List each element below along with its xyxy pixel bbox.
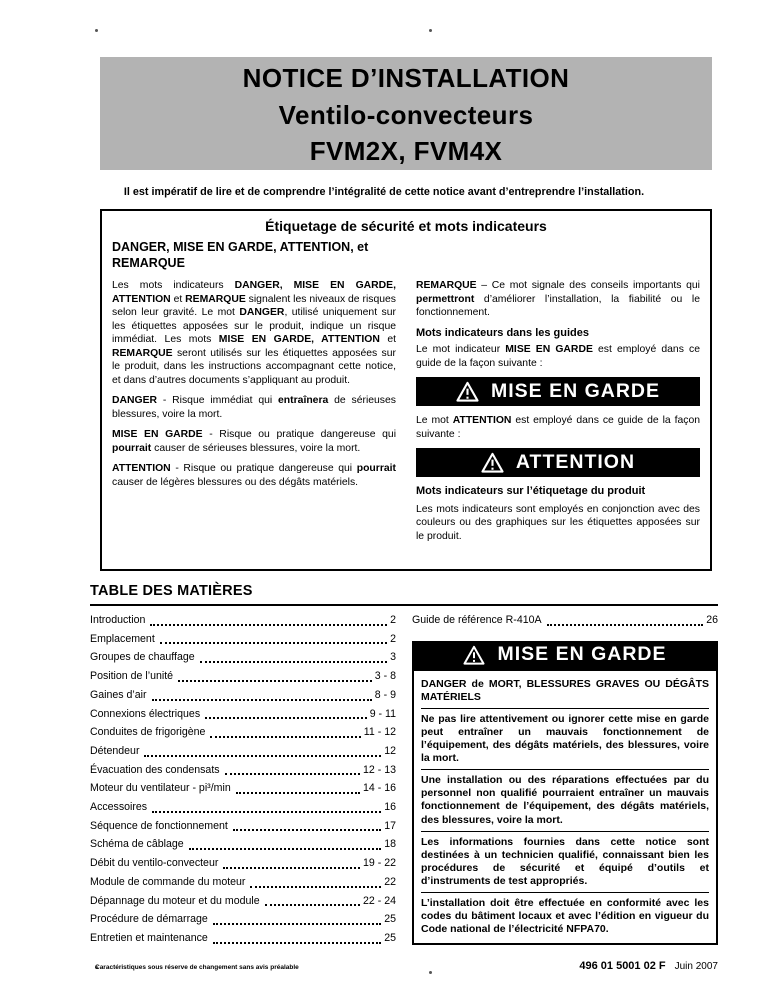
toc-entry-page: 12 <box>384 744 396 757</box>
toc-entry <box>90 630 396 649</box>
toc-entry-page: 2 <box>390 632 396 645</box>
mise-en-garde-definition: MISE EN GARDE - Risque ou pratique dangereuse qui pourrait causer de sérieuses blessures, voire la mort. <box>112 429 396 454</box>
toc-leader-dots <box>213 942 381 944</box>
toc-entry-page: 12 - 13 <box>363 763 396 776</box>
toc-leader-dots <box>189 848 382 850</box>
warning-paragraph: L’installation doit être effectuée en conformité avec les codes du bâtiment locaux et avec l’édition en vigueur du Code national de l’électricité NFPA70. <box>421 892 709 940</box>
toc-entry-page: 26 <box>706 614 718 626</box>
toc-entry-label: Introduction <box>90 614 146 626</box>
warning-box <box>412 669 718 946</box>
toc-title: TABLE DES MATIÈRES <box>90 583 253 599</box>
warning-paragraph: DANGER de MORT, BLESSURES GRAVES OU DÉGÂTS MATÉRIELS <box>421 677 709 703</box>
toc-left-column <box>90 611 396 948</box>
toc-entry-label: Moteur du ventilateur - pi³/min <box>90 782 231 795</box>
toc-entry-label: Position de l’unité <box>90 670 174 683</box>
scan-dot <box>429 29 432 32</box>
toc-leader-dots <box>152 811 381 813</box>
toc-entry <box>90 854 396 873</box>
toc-entry <box>90 798 396 817</box>
toc-entry <box>90 667 396 686</box>
toc-entry-label: Groupes de chauffage <box>90 651 195 664</box>
safety-right-column <box>416 240 700 550</box>
attention-banner-label: ATTENTION <box>515 450 636 473</box>
toc-entry-page: 18 <box>384 838 396 851</box>
toc-leader-dots <box>233 829 381 831</box>
toc-underline-rule <box>90 604 718 606</box>
toc-entry-label: Débit du ventilo-convecteur <box>90 857 219 870</box>
document-number: 496 01 5001 02 F <box>579 960 666 972</box>
mise-en-garde-banner <box>416 377 700 406</box>
toc-entry-label: Emplacement <box>90 632 155 645</box>
toc-entry-page: 25 <box>384 913 396 926</box>
warning-paragraph: Ne pas lire attentivement ou ignorer cette mise en garde peut entraîner un mauvais fonctionnement de l’équipement, des dégâts matériels, des blessures, voire la mort. <box>421 708 709 769</box>
toc-entry-page: 3 - 8 <box>374 670 396 683</box>
safety-columns <box>112 240 700 550</box>
toc-entry <box>90 705 396 724</box>
toc-entry-page: 14 - 16 <box>363 782 396 795</box>
toc-right-column <box>412 611 718 945</box>
toc-entry <box>90 817 396 836</box>
mise-en-garde-banner <box>412 641 718 669</box>
toc-entry-label: Entretien et maintenance <box>90 931 208 944</box>
toc-entry-page: 19 - 22 <box>363 857 396 870</box>
toc-entry-label: Guide de référence R-410A <box>412 614 542 626</box>
toc-leader-dots <box>250 886 381 888</box>
toc-entry-page: 25 <box>384 931 396 944</box>
toc-entry <box>90 686 396 705</box>
toc-leader-dots <box>225 773 360 775</box>
guide-warning-intro: Le mot indicateur MISE EN GARDE est employé dans ce guide de la façon suivante : <box>416 344 700 369</box>
toc-entry-label: Module de commande du moteur <box>90 875 246 888</box>
product-label-words-paragraph: Les mots indicateurs sont employés en conjonction avec des couleurs ou des graphiques sur les étiquettes apposées sur le produit. <box>416 503 700 542</box>
attention-banner <box>416 448 700 477</box>
toc-leader-dots <box>205 717 367 719</box>
footer-document-info <box>579 960 718 972</box>
toc-entry <box>90 723 396 742</box>
toc-entry-page: 22 <box>384 875 396 888</box>
toc-entry-label: Accessoires <box>90 801 148 814</box>
remarque-definition: REMARQUE – Ce mot signale des conseils importants qui permettront d’améliorer l’installation, la fiabilité ou le fonctionnement. <box>416 280 700 318</box>
toc-entry <box>90 873 396 892</box>
footer-disclaimer: Caractéristiques sous réserve de changement sans avis préalable <box>95 964 299 971</box>
toc-entry-page: 11 - 12 <box>363 726 396 739</box>
toc-entry-page: 22 - 24 <box>363 894 396 907</box>
danger-definition: DANGER - Risque immédiat qui entraînera de sérieuses blessures, voire la mort. <box>112 395 396 420</box>
scan-dot <box>429 971 432 974</box>
toc-leader-dots <box>236 792 360 794</box>
intro-statement: Il est impératif de lire et de comprendre l’intégralité de cette notice avant d’entreprendre l’installation. <box>123 186 645 198</box>
toc-entry-label: Détendeur <box>90 744 140 757</box>
warning-icon <box>463 645 485 665</box>
toc-entry-page: 3 <box>390 651 396 664</box>
document-date: Juin 2007 <box>674 961 718 972</box>
warning-paragraph: Une installation ou des réparations effectuées par du personnel non qualifié pourraient entraîner un mauvais fonctionnement de l’équipement, des dégâts matériels, des blessures, voire la mort. <box>421 769 709 830</box>
toc-entry <box>90 929 396 948</box>
guide-caution-intro: Le mot ATTENTION est employé dans ce guide de la façon suivante : <box>416 415 700 440</box>
toc-entry-label: Procédure de démarrage <box>90 913 208 926</box>
safety-labeling-section <box>100 209 712 571</box>
document-title-line-2: Ventilo-convecteurs <box>278 99 534 130</box>
toc-entry-label: Séquence de fonctionnement <box>90 819 228 832</box>
scan-dot <box>95 29 98 32</box>
mise-en-garde-banner-label: MISE EN GARDE <box>490 379 661 402</box>
product-label-words-heading: Mots indicateurs sur l’étiquetage du produit <box>416 485 646 497</box>
toc-entry-label: Conduites de frigorigène <box>90 726 206 739</box>
document-title-block <box>100 57 712 170</box>
toc-leader-dots <box>265 904 360 906</box>
safety-section-title: Étiquetage de sécurité et mots indicateurs <box>265 218 547 234</box>
toc-entry <box>90 742 396 761</box>
signal-words-heading: DANGER, MISE EN GARDE, ATTENTION, et REMARQUE <box>112 240 369 270</box>
toc-entry <box>90 779 396 798</box>
warning-icon <box>481 452 504 473</box>
toc-entry <box>90 835 396 854</box>
toc-entry-page: 2 <box>390 614 396 626</box>
toc-leader-dots <box>200 661 387 663</box>
mise-en-garde-banner-label: MISE EN GARDE <box>497 643 667 666</box>
toc-entry <box>90 761 396 780</box>
toc-entry-page: 8 - 9 <box>374 688 396 701</box>
toc-leader-dots <box>178 680 372 682</box>
document-title-line-3: FVM2X, FVM4X <box>309 136 503 166</box>
toc-leader-dots <box>144 755 381 757</box>
toc-leader-dots <box>160 642 387 644</box>
signal-words-paragraph: Les mots indicateurs DANGER, MISE EN GARDE, ATTENTION et REMARQUE signalent les niveaux de risques selon leur gravité. Le mot DANGER, utilisé uniquement sur les étiquettes apposées sur le produit, indique un risque immédiat. Les mots MISE EN GARDE, ATTENTION et REMARQUE seront utilisés sur les étiquettes apposées sur le produit, dans les instructions accompagnant cette notice, et dans d’autres documents s’appliquant au produit. <box>112 280 396 386</box>
toc-entry <box>90 648 396 667</box>
toc-entry-label: Schéma de câblage <box>90 838 184 851</box>
warning-icon <box>456 381 479 402</box>
guide-signal-words-heading: Mots indicateurs dans les guides <box>416 326 589 339</box>
toc-right-entries <box>412 611 718 630</box>
toc-entry <box>90 892 396 911</box>
toc-leader-dots <box>213 923 381 925</box>
toc-entry-page: 16 <box>384 801 396 814</box>
toc-leader-dots <box>152 699 372 701</box>
toc-entry <box>90 611 396 630</box>
toc-entry-page: 9 - 11 <box>369 707 396 720</box>
toc-entry-page: 17 <box>384 819 396 832</box>
document-title-line-1: NOTICE D’INSTALLATION <box>242 63 570 93</box>
toc-entry-label: Évacuation des condensats <box>90 763 220 776</box>
toc-leader-dots <box>210 736 360 738</box>
toc-entry-label: Gaines d’air <box>90 688 147 701</box>
attention-definition: ATTENTION - Risque ou pratique dangereuse qui pourrait causer de légères blessures ou des dégâts matériels. <box>112 463 396 488</box>
toc-leader-dots <box>223 867 360 869</box>
toc-entry-label: Dépannage du moteur et du module <box>90 894 260 907</box>
safety-left-column <box>112 240 396 550</box>
toc-entry-label: Connexions électriques <box>90 707 201 720</box>
toc-entry <box>412 611 718 630</box>
toc-leader-dots <box>547 624 704 626</box>
toc-leader-dots <box>150 624 387 626</box>
warning-paragraph: Les informations fournies dans cette notice sont destinées à un technicien qualifié, connaissant bien les procédures de sécurité et équipé d’outils et d’instruments de test appropriés. <box>421 831 709 892</box>
toc-entry <box>90 910 396 929</box>
